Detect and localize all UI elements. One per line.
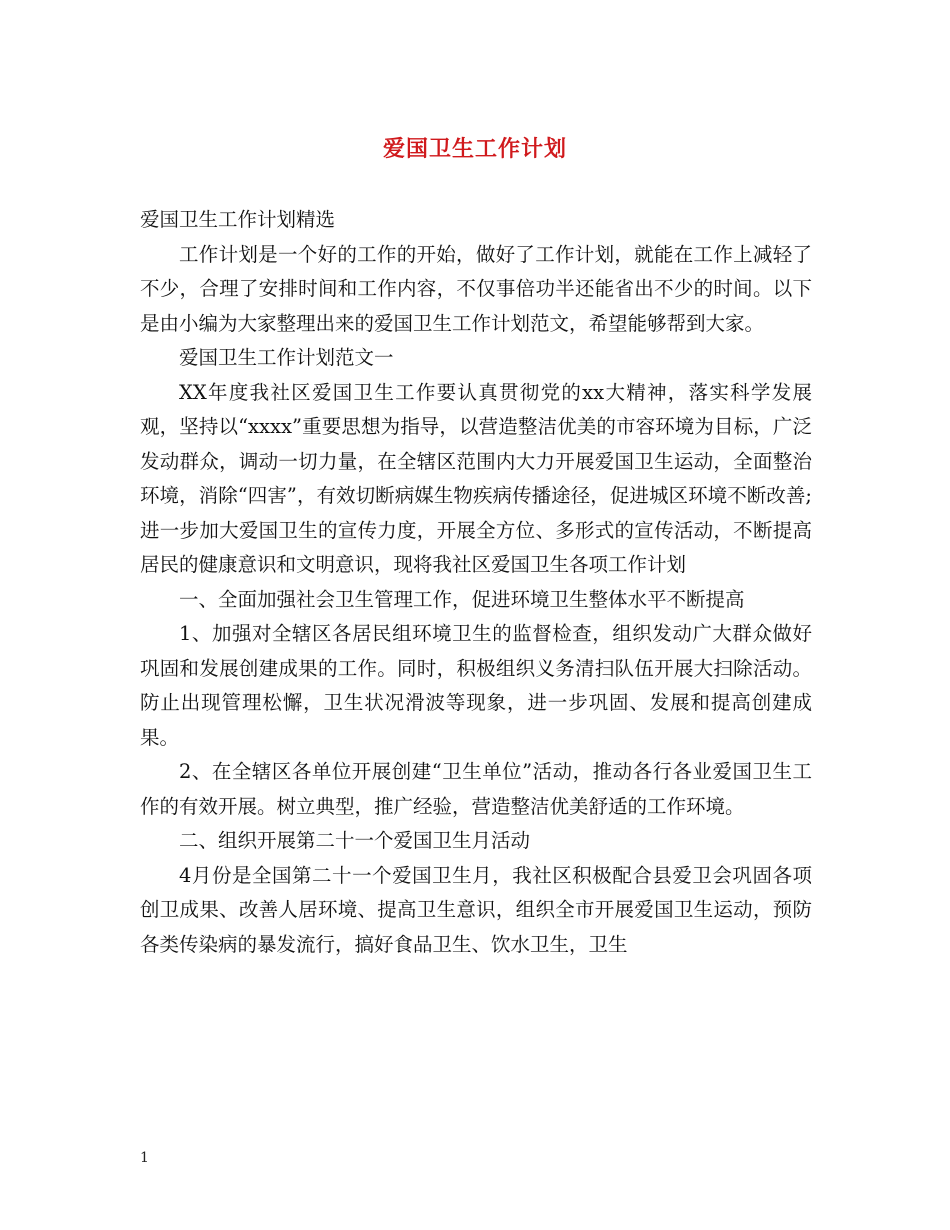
document-title: 爱国卫生工作计划 [382,136,567,162]
section-heading: 二、组织开展第二十一个爱国卫生月活动 [179,829,531,852]
intro-paragraph: 工作计划是一个好的工作的开始，做好了工作计划，就能在工作上减轻了不少，合理了安排时间和工作内容，不仅事倍功半还能省出不少的时间。以下是由小编为大家整理出来的爱国卫生工作计划范文，希望能够帮到大家。 [140,242,812,335]
body-paragraph: XX年度我社区爱国卫生工作要认真贯彻党的xx大精神，落实科学发展观，坚持以“xxxx”重要思想为指导，以营造整洁优美的市容环境为目标，广泛发动群众，调动一切力量，在全辖区范围内大力开展爱国卫生运动，全面整治环境，消除“四害”，有效切断病媒生物疾病传播途径，促进城区环境不断改善;进一步加大爱国卫生的宣传力度，开展全方位、多形式的宣传活动，不断提高居民的健康意识和文明意识，现将我社区爱国卫生各项工作计划 [140,380,812,576]
document-body [140,203,812,962]
subtitle-paragraph: 爱国卫生工作计划精选 [140,208,336,231]
body-paragraph: 1、加强对全辖区各居民组环境卫生的监督检查，组织发动广大群众做好巩固和发展创建成果的工作。同时，积极组织义务清扫队伍开展大扫除活动。防止出现管理松懈，卫生状况滑波等现象，进一步巩固、发展和提高创建成果。 [140,622,812,749]
body-paragraph: 2、在全辖区各单位开展创建“卫生单位”活动，推动各行各业爱国卫生工作的有效开展。树立典型，推广经验，营造整洁优美舒适的工作环境。 [140,760,812,818]
body-paragraph: 4月份是全国第二十一个爱国卫生月，我社区积极配合县爱卫会巩固各项创卫成果、改善人居环境、提高卫生意识，组织全市开展爱国卫生运动，预防各类传染病的暴发流行，搞好食品卫生、饮水卫生，卫生 [140,863,812,956]
page-number: 1 [140,1150,149,1166]
section-heading: 一、全面加强社会卫生管理工作，促进环境卫生整体水平不断提高 [179,587,745,611]
section-heading: 爱国卫生工作计划范文一 [179,346,394,369]
